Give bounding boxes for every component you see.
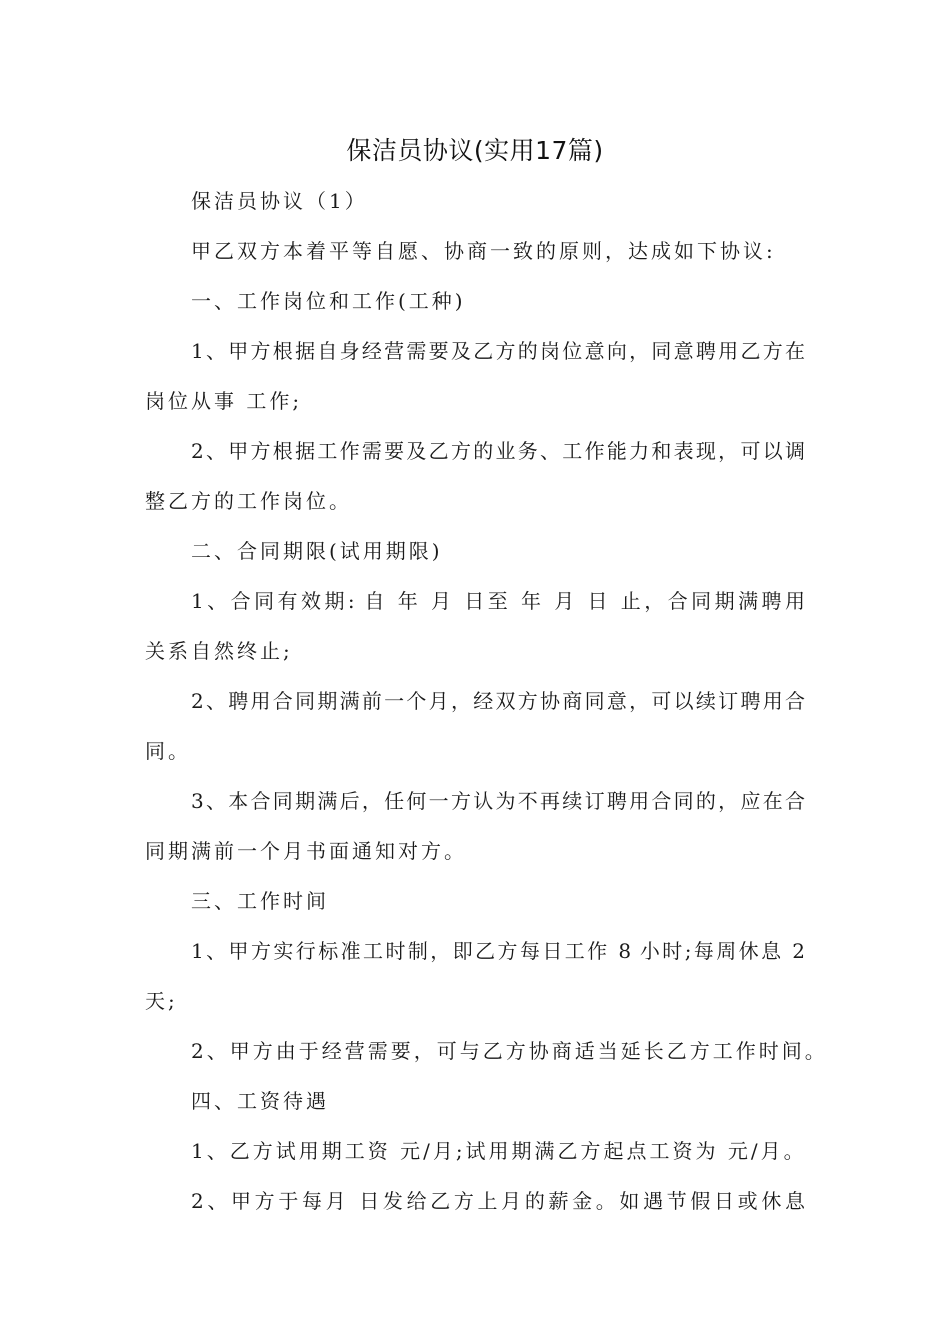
paragraph-line: 天; (145, 989, 178, 1013)
section-heading: 保洁员协议（1） (191, 189, 368, 213)
paragraph-line: 岗位从事 工作; (145, 389, 303, 413)
paragraph-line: 3、本合同期满后，任何一方认为不再续订聘用合同的，应在合 (191, 789, 805, 813)
paragraph-line: 1、甲方根据自身经营需要及乙方的岗位意向，同意聘用乙方在 (191, 339, 805, 363)
paragraph-line: 1、乙方试用期工资 元/月;试用期满乙方起点工资为 元/月。 (191, 1139, 807, 1163)
paragraph-line: 甲乙双方本着平等自愿、协商一致的原则，达成如下协议: (191, 239, 776, 263)
paragraph-line: 2、甲方由于经营需要，可与乙方协商适当延长乙方工作时间。 (191, 1039, 828, 1063)
paragraph-line: 2、聘用合同期满前一个月，经双方协商同意，可以续订聘用合 (191, 689, 805, 713)
paragraph-line: 1、合同有效期: 自 年 月 日至 年 月 日 止，合同期满聘用 (191, 589, 805, 613)
section-heading: 四、工资待遇 (191, 1089, 329, 1113)
section-heading: 一、工作岗位和工作(工种) (191, 289, 466, 313)
document-title: 保洁员协议(实用17篇) (346, 136, 604, 165)
paragraph-line: 整乙方的工作岗位。 (145, 489, 352, 513)
paragraph-line: 1、甲方实行标准工时制，即乙方每日工作 8 小时;每周休息 2 (191, 939, 805, 963)
paragraph-line: 同期满前一个月书面通知对方。 (145, 839, 467, 863)
section-heading: 二、合同期限(试用期限) (191, 539, 443, 563)
paragraph-line: 同。 (145, 739, 191, 763)
paragraph-line: 2、甲方根据工作需要及乙方的业务、工作能力和表现，可以调 (191, 439, 805, 463)
paragraph-line: 2、甲方于每月 日发给乙方上月的薪金。如遇节假日或休息 (191, 1189, 805, 1213)
paragraph-line: 关系自然终止; (145, 639, 293, 663)
section-heading: 三、工作时间 (191, 889, 329, 913)
